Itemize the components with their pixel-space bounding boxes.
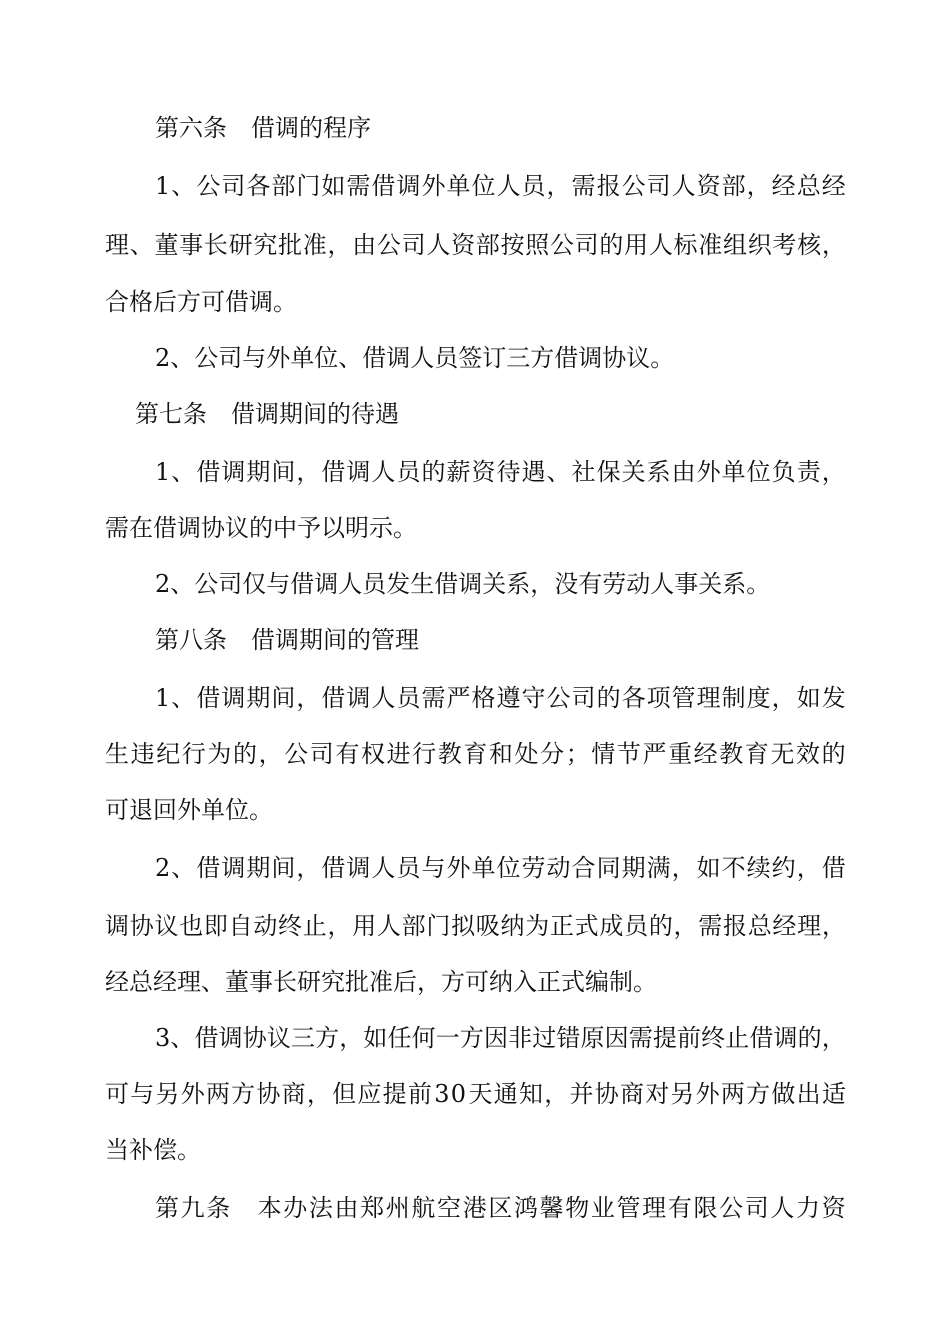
article-8-item-3-line-3: 当补偿。	[105, 1136, 201, 1164]
article-6-item-1-line-2: 理 、 董 事 长 研 究 批 准 ， 由 公 司 人 资 部 按 照 公 司 的 用 人 标 准 组 织 考 核 ，	[105, 231, 846, 259]
article-8-item-1-line-2: 生 违 纪 行 为 的 ， 公 司 有 权 进 行 教 育 和 处 分 ； 情 节 严 重 经 教 育 无 效 的	[105, 740, 846, 768]
article-8-item-2-line-2: 调 协 议 也 即 自 动 终 止 ， 用 人 部 门 拟 吸 纳 为 正 式 成 员 的 ， 需 报 总 经 理 ，	[105, 912, 846, 940]
article-8-item-2-line-1: 2 、 借 调 期 间 ， 借 调 人 员 与 外 单 位 劳 动 合 同 期 满 ， 如 不 续 约 ， 借	[155, 854, 846, 882]
article-8-item-2-line-3: 经总经理、董事长研究批准后，方可纳入正式编制。	[105, 968, 657, 996]
article-6-item-1-line-3: 合格后方可借调。	[105, 288, 297, 316]
article-7-item-1-line-1: 1 、 借 调 期 间 ， 借 调 人 员 的 薪 资 待 遇 、 社 保 关 系 由 外 单 位 负 责 ，	[155, 458, 846, 486]
article-7-item-1-line-2: 需在借调协议的中予以明示。	[105, 514, 417, 542]
article-8-item-3-line-2: 可 与 另 外 两 方 协 商 ， 但 应 提 前 3 0 天 通 知 ， 并 协 商 对 另 外 两 方 做 出 适	[105, 1080, 846, 1108]
article-7-heading: 第七条 借调期间的待遇	[135, 400, 399, 428]
article-8-item-3-line-1: 3 、 借 调 协 议 三 方 ， 如 任 何 一 方 因 非 过 错 原 因 需 提 前 终 止 借 调 的 ，	[155, 1024, 846, 1052]
article-6-item-2: 2、公司与外单位、借调人员签订三方借调协议。	[155, 344, 675, 372]
article-8-heading: 第八条 借调期间的管理	[155, 626, 419, 654]
article-7-item-2: 2、公司仅与借调人员发生借调关系，没有劳动人事关系。	[155, 570, 771, 598]
article-8-item-1-line-1: 1 、 借 调 期 间 ， 借 调 人 员 需 严 格 遵 守 公 司 的 各 项 管 理 制 度 ， 如 发	[155, 684, 846, 712]
article-6-heading: 第六条 借调的程序	[155, 114, 371, 142]
article-8-item-1-line-3: 可退回外单位。	[105, 796, 273, 824]
article-6-item-1-line-1: 1 、 公 司 各 部 门 如 需 借 调 外 单 位 人 员 ， 需 报 公 司 人 资 部 ， 经 总 经	[155, 172, 846, 200]
article-9-line-1: 第 九 条 本 办 法 由 郑 州 航 空 港 区 鸿 馨 物 业 管 理 有 限 公 司 人 力 资	[155, 1194, 846, 1222]
